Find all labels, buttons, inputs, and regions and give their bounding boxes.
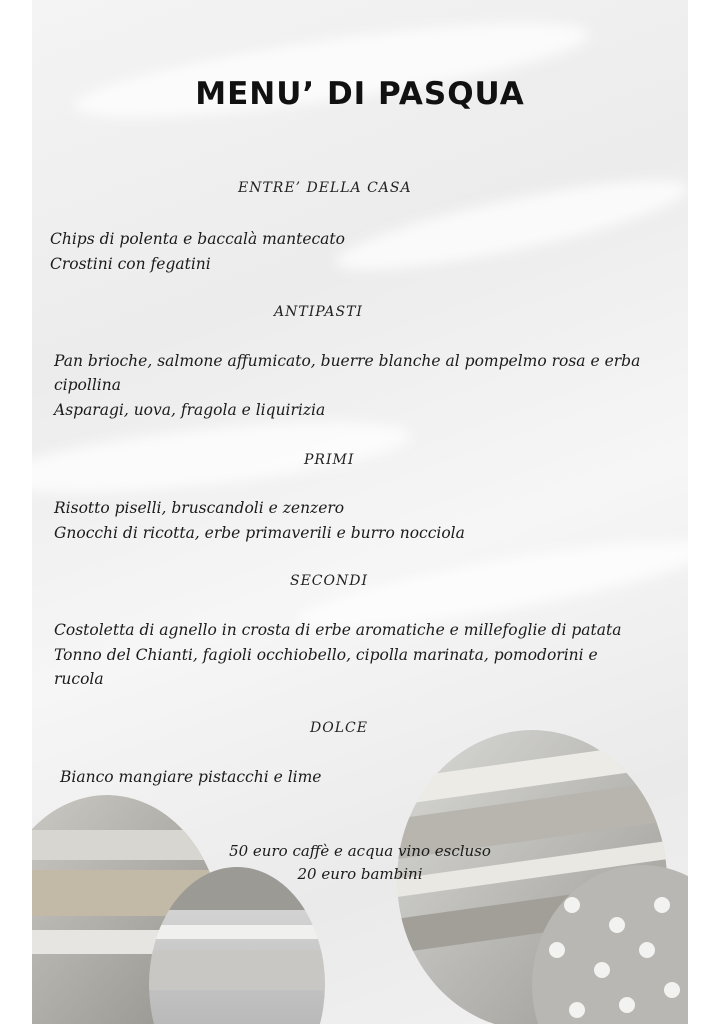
menu-item: cipollina — [54, 376, 121, 394]
menu-item: Tonno del Chianti, fagioli occhiobello, cipolla marinata, pomodorini e — [54, 646, 598, 664]
menu-item: Pan brioche, salmone affumicato, buerre blanche al pompelmo rosa e erba — [54, 352, 641, 370]
menu-title: MENU’ DI PASQUA — [195, 76, 525, 112]
menu-item: Risotto piselli, bruscandoli e zenzero — [54, 499, 345, 517]
section-heading-entree: ENTRE’ DELLA CASA — [238, 180, 412, 196]
menu-item: Gnocchi di ricotta, erbe primaverili e burro nocciola — [54, 524, 465, 542]
menu-item: Chips di polenta e baccalà mantecato — [50, 230, 345, 248]
menu-item: Asparagi, uova, fragola e liquirizia — [54, 401, 326, 419]
menu-item: Crostini con fegatini — [50, 255, 211, 273]
menu-item: rucola — [54, 670, 104, 688]
menu-item: Bianco mangiare pistacchi e lime — [60, 768, 322, 786]
menu-page — [32, 0, 688, 1024]
section-heading-antipasti: ANTIPASTI — [274, 304, 363, 320]
menu-item: Costoletta di agnello in crosta di erbe aromatiche e millefoglie di patata — [54, 621, 622, 639]
section-heading-secondi: SECONDI — [290, 573, 369, 589]
section-heading-dolce: DOLCE — [310, 720, 368, 736]
section-heading-primi: PRIMI — [304, 452, 355, 468]
price-adult: 50 euro caffè e acqua vino escluso — [229, 842, 491, 860]
price-children: 20 euro bambini — [297, 865, 423, 883]
